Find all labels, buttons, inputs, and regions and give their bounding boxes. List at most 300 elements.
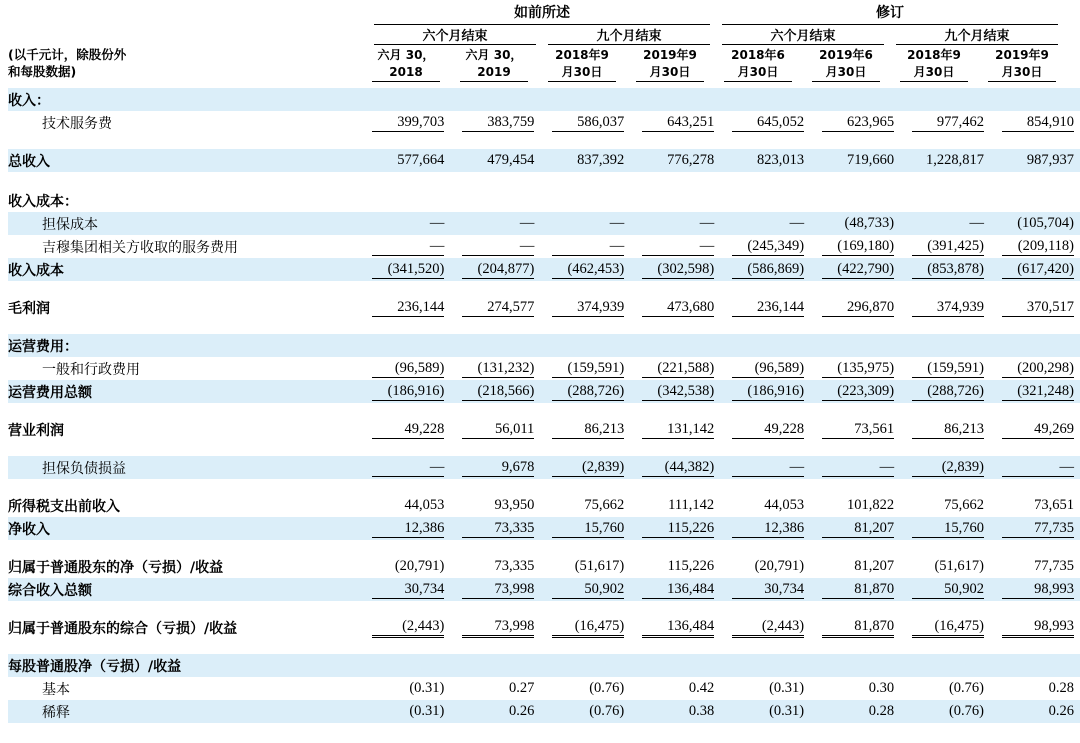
column-header [724,47,792,82]
value-cell [990,517,1080,540]
row-label: 总收入 [8,149,360,172]
value-cell [630,654,720,677]
value-cell [900,189,990,212]
value-cell [810,555,900,578]
value-cell [540,494,630,517]
value-cell [450,578,540,601]
value-cell [900,456,990,479]
cell-value: (105,704) [1017,215,1074,231]
value-cell [720,296,810,319]
value-cell [990,149,1080,172]
cell-value: (16,475) [912,618,984,638]
value-cell [990,189,1080,212]
cell-value: (218,566) [462,383,534,401]
value-cell [450,677,540,700]
value-cell [990,235,1080,258]
cell-value: 49,228 [732,421,804,439]
cell-value: (96,589) [732,360,804,378]
cell-value: 81,207 [854,558,895,574]
value-cell [540,616,630,639]
value-cell [540,212,630,235]
cell-value: (131,232) [462,360,534,378]
cell-value: (135,975) [822,360,894,378]
cell-value: (342,538) [642,383,714,401]
value-cell [990,654,1080,677]
value-cell [810,380,900,403]
value-cell [540,555,630,578]
value-cell [360,380,450,403]
value-cell [450,149,540,172]
value-cell [630,149,720,172]
cell-value: 987,937 [1026,152,1074,168]
spacer-row [8,403,1080,418]
value-cell [360,677,450,700]
cell-value: (288,726) [552,383,624,401]
cell-value: 50,902 [552,581,624,599]
cell-value: 645,052 [732,114,804,132]
column-header-line1: 六月 30， [377,48,435,62]
cell-value: (341,520) [372,261,444,279]
row-label: 基本 [42,681,70,698]
cell-value: (223,309) [822,383,894,401]
cell-value: 101,822 [846,497,895,513]
value-cell [450,654,540,677]
cell-value: 12,386 [372,520,444,538]
value-cell [360,258,450,281]
cell-value: 30,734 [372,581,444,599]
value-cell [540,380,630,403]
table-row [8,456,1080,479]
value-cell [810,418,900,441]
value-cell [990,212,1080,235]
cell-value: (321,248) [1002,383,1074,401]
cell-value: — [429,215,445,231]
cell-value: 44,053 [764,497,805,513]
row-label: 吉穆集团相关方收取的服务费用 [42,239,238,256]
cell-value: 111,142 [668,497,715,513]
table-row [8,616,1080,639]
cell-value: 374,939 [912,299,984,317]
column-header [812,47,880,82]
cell-value: 30,734 [732,581,804,599]
column-header-line2: 月30日 [636,64,704,82]
value-cell [810,212,900,235]
table-row [8,334,1080,357]
value-cell [630,189,720,212]
income-statement-table [8,88,1080,723]
cell-value: (20,791) [394,558,445,574]
value-cell [720,494,810,517]
value-cell [990,494,1080,517]
column-header-line2: 月30日 [900,64,968,82]
value-cell [360,149,450,172]
value-cell [900,111,990,134]
cell-value: (0.31) [409,680,445,696]
value-cell [720,149,810,172]
value-cell [810,149,900,172]
value-cell [810,654,900,677]
spacer-row [8,319,1080,334]
cell-value: (0.76) [948,680,984,696]
value-cell [450,616,540,639]
row-label: 净收入 [8,517,360,540]
value-cell [720,616,810,639]
value-cell [990,700,1080,723]
cell-value: 854,910 [1002,114,1074,132]
row-label: 营业利润 [8,422,64,439]
value-cell [810,357,900,380]
value-cell [810,258,900,281]
value-cell [360,418,450,441]
cell-value: (48,733) [844,215,895,231]
cell-value: 44,053 [404,497,445,513]
cell-value: 73,335 [494,558,535,574]
row-label: 运营费用： [8,334,360,357]
value-cell [360,555,450,578]
row-label: 一般和行政费用 [42,361,140,378]
cell-value: 776,278 [667,152,715,168]
value-cell [720,212,810,235]
value-cell [720,418,810,441]
table-row [8,418,1080,441]
cell-value: — [969,215,984,231]
cell-value: 473,680 [642,299,714,317]
column-header-line1: 2019年9 [995,48,1049,62]
value-cell [990,555,1080,578]
value-cell [540,189,630,212]
row-label: 毛利润 [8,300,50,317]
table-row [8,555,1080,578]
value-cell [990,111,1080,134]
value-cell [810,334,900,357]
cell-value: — [372,238,444,256]
value-cell [360,235,450,258]
value-cell [720,555,810,578]
cell-value: 623,965 [822,114,894,132]
value-cell [900,88,990,111]
cell-value: — [732,459,804,477]
cell-value: 73,998 [462,618,534,638]
cell-value: 81,207 [822,520,894,538]
cell-value: (186,916) [372,383,444,401]
value-cell [630,616,720,639]
spacer-row [8,134,1080,149]
cell-value: 81,870 [822,581,894,599]
cell-value: 81,870 [822,618,894,638]
value-cell [720,111,810,134]
cell-value: 823,013 [757,152,805,168]
value-cell [540,258,630,281]
column-header [460,47,528,82]
cell-value: 0.38 [688,703,715,719]
row-label: 运营费用总额 [8,380,360,403]
cell-value: 837,392 [577,152,625,168]
cell-value: 374,939 [552,299,624,317]
row-label: 收入成本 [8,258,360,281]
group-header-as-reported: 如前所述 [514,6,570,21]
cell-value: 12,386 [732,520,804,538]
value-cell [450,111,540,134]
value-cell [900,149,990,172]
table-row [8,380,1080,403]
cell-value: 49,228 [372,421,444,439]
cell-value: 115,226 [667,558,715,574]
cell-value: (209,118) [1002,238,1074,256]
cell-value: 131,142 [642,421,714,439]
table-row [8,296,1080,319]
value-cell [630,258,720,281]
column-header [372,47,440,82]
cell-value: — [372,459,444,477]
value-cell [450,456,540,479]
cell-value: (391,425) [912,238,984,256]
value-cell [540,149,630,172]
value-cell [810,88,900,111]
cell-value: (200,298) [1002,360,1074,378]
value-cell [540,654,630,677]
cell-value: (0.76) [948,703,984,719]
cell-value: (159,591) [912,360,984,378]
value-cell [900,700,990,723]
cell-value: (0.76) [589,680,625,696]
cell-value: 0.27 [508,680,535,696]
cell-value: 15,760 [912,520,984,538]
cell-value: (853,878) [912,261,984,279]
cell-value: 0.28 [868,703,895,719]
value-cell [540,111,630,134]
cell-value: (159,591) [552,360,624,378]
group-underline [722,24,1058,25]
table-row [8,235,1080,258]
value-cell [540,456,630,479]
column-header-line1: 2018年9 [555,48,609,62]
cell-value: 73,651 [1034,497,1074,513]
value-cell [810,111,900,134]
cell-value: 643,251 [642,114,714,132]
cell-value: (2,443) [372,618,444,638]
value-cell [450,235,540,258]
column-header-line2: 月30日 [548,64,616,82]
value-cell [990,578,1080,601]
value-cell [720,357,810,380]
cell-value: (302,598) [642,261,714,279]
period-underline [896,44,1058,45]
value-cell [900,296,990,319]
cell-value: 86,213 [912,421,984,439]
value-cell [360,700,450,723]
value-cell [540,357,630,380]
value-cell [540,296,630,319]
cell-value: 577,664 [397,152,445,168]
value-cell [990,456,1080,479]
cell-value: (16,475) [552,618,624,638]
value-cell [990,677,1080,700]
cell-value: — [822,459,894,477]
cell-value: 77,735 [1002,520,1074,538]
value-cell [450,418,540,441]
value-cell [450,88,540,111]
value-cell [540,418,630,441]
row-label: 担保成本 [8,212,360,235]
value-cell [900,555,990,578]
cell-value: (0.31) [769,680,805,696]
value-cell [990,418,1080,441]
value-cell [990,296,1080,319]
spacer-row [8,540,1080,555]
column-header [548,47,616,82]
cell-value: 0.28 [1048,680,1074,696]
cell-value: — [1002,459,1074,477]
value-cell [360,212,450,235]
table-row [8,212,1080,235]
value-cell [990,616,1080,639]
value-cell [990,334,1080,357]
unit-note-line: 和每股数据) [8,64,77,79]
cell-value: 93,950 [494,497,535,513]
row-label: 稀释 [8,700,360,723]
table-row [8,654,1080,677]
value-cell [810,677,900,700]
cell-value: — [552,238,624,256]
table-row [8,258,1080,281]
value-cell [540,700,630,723]
value-cell [540,677,630,700]
value-cell [630,111,720,134]
value-cell [720,654,810,677]
cell-value: (245,349) [732,238,804,256]
column-header-line2: 月30日 [812,64,880,82]
table-row [8,700,1080,723]
value-cell [720,235,810,258]
value-cell [630,380,720,403]
cell-value: 98,993 [1002,581,1074,599]
value-cell [900,616,990,639]
value-cell [450,700,540,723]
cell-value: 15,760 [552,520,624,538]
cell-value: (422,790) [822,261,894,279]
value-cell [450,296,540,319]
value-cell [900,517,990,540]
row-label: 综合收入总额 [8,578,360,601]
cell-value: 0.26 [1048,703,1074,719]
cell-value: — [642,238,714,256]
cell-value: — [519,215,535,231]
cell-value: 50,902 [912,581,984,599]
value-cell [810,456,900,479]
cell-value: 0.26 [508,703,535,719]
cell-value: (96,589) [372,360,444,378]
value-cell [720,456,810,479]
value-cell [450,357,540,380]
cell-value: (169,180) [822,238,894,256]
unit-note [8,46,126,80]
column-header-line1: 2018年6 [731,48,785,62]
column-header [988,47,1056,82]
value-cell [900,258,990,281]
spacer-row [8,601,1080,616]
cell-value: 370,517 [1002,299,1074,317]
cell-value: (2,839) [912,459,984,477]
period-underline [548,44,710,45]
value-cell [360,616,450,639]
cell-value: 236,144 [732,299,804,317]
value-cell [900,334,990,357]
spacer-row [8,479,1080,494]
value-cell [360,517,450,540]
value-cell [540,235,630,258]
value-cell [450,517,540,540]
column-header-line1: 2019年9 [643,48,697,62]
cell-value: (20,791) [754,558,805,574]
column-header [900,47,968,82]
value-cell [540,334,630,357]
value-cell [810,578,900,601]
cell-value: 0.42 [688,680,715,696]
row-label: 担保负债损益 [8,456,360,479]
value-cell [900,357,990,380]
value-cell [720,578,810,601]
cell-value: (288,726) [912,383,984,401]
cell-value: (586,869) [732,261,804,279]
cell-value: 77,735 [1034,558,1074,574]
value-cell [450,380,540,403]
value-cell [540,517,630,540]
cell-value: 274,577 [462,299,534,317]
table-row [8,677,1080,700]
period-underline [374,44,536,45]
value-cell [450,212,540,235]
value-cell [810,517,900,540]
row-label: 技术服务费 [42,115,112,132]
cell-value: 236,144 [372,299,444,317]
spacer-row [8,639,1080,654]
value-cell [900,578,990,601]
value-cell [630,517,720,540]
cell-value: 296,870 [822,299,894,317]
cell-value: (186,916) [732,383,804,401]
period-header-nine-months: 九个月结束 [944,28,1010,43]
column-header-line2: 月30日 [724,64,792,82]
cell-value: 1,228,817 [926,152,984,168]
table-row [8,517,1080,540]
row-label: 归属于普通股东的综合（亏损）/收益 [8,620,238,637]
cell-value: (51,617) [934,558,984,574]
cell-value: 383,759 [462,114,534,132]
value-cell [720,258,810,281]
column-header-line1: 六月 30， [465,48,523,62]
value-cell [810,700,900,723]
value-cell [720,517,810,540]
value-cell [630,456,720,479]
value-cell [990,88,1080,111]
value-cell [630,357,720,380]
cell-value: (0.76) [589,703,625,719]
period-header-nine-months: 九个月结束 [596,28,662,43]
cell-value: (2,839) [552,459,624,477]
table-row [8,189,1080,212]
value-cell [900,494,990,517]
value-cell [450,334,540,357]
value-cell [360,334,450,357]
cell-value: (617,420) [1002,261,1074,279]
group-underline [374,24,710,25]
column-header-line2: 2019 [460,64,528,82]
column-header-line2: 月30日 [988,64,1056,82]
value-cell [630,677,720,700]
row-label: 归属于普通股东的净（亏损）/收益 [8,559,224,576]
value-cell [360,494,450,517]
value-cell [630,296,720,319]
